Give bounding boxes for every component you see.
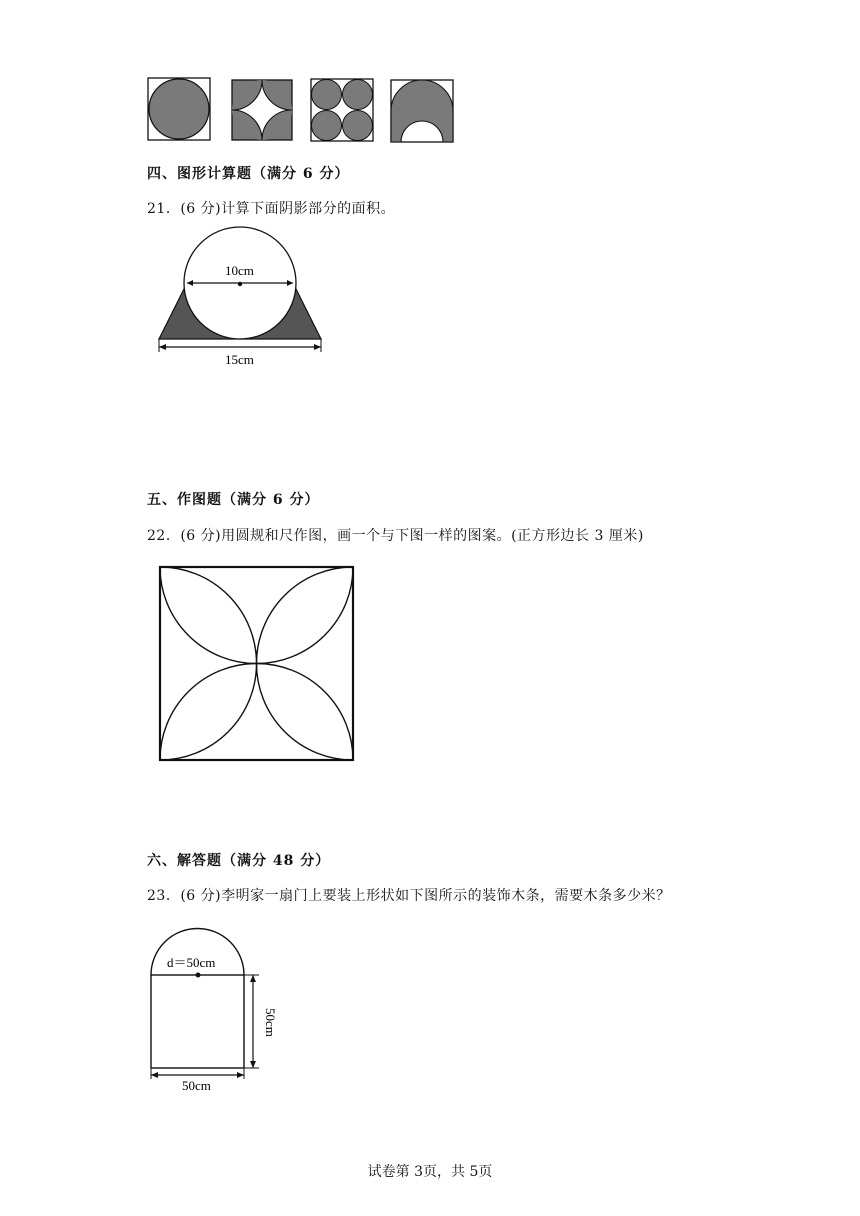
question-21: 21．(6 分)计算下面阴影部分的面积。 xyxy=(147,201,396,217)
arch-diameter-label: d＝50cm xyxy=(167,955,216,970)
square-with-corner-quarter-circles xyxy=(232,80,292,140)
square-with-inscribed-circle xyxy=(148,78,210,140)
section-heading-5: 五、作图题（满分 6 分） xyxy=(147,492,320,508)
page-footer: 试卷第 3页，共 5页 xyxy=(367,1164,493,1180)
door-decoration-figure xyxy=(145,925,278,1095)
square-with-semicircle-arch xyxy=(391,80,453,142)
square-with-four-circles xyxy=(311,79,373,141)
diameter-label: 10cm xyxy=(225,263,254,278)
section-heading-6: 六、解答题（满分 48 分） xyxy=(147,853,331,869)
question-22: 22．(6 分)用圆规和尺作图，画一个与下图一样的图案。(正方形边长 3 厘米) xyxy=(147,528,644,544)
center-dot xyxy=(238,282,242,286)
trapezoid-circle-figure xyxy=(155,225,330,370)
question-23: 23．(6 分)李明家一扇门上要装上形状如下图所示的装饰木条，需要木条多少米？ xyxy=(147,888,671,904)
section-heading-4: 四、图形计算题（满分 6 分） xyxy=(147,166,350,182)
base-label: 15cm xyxy=(225,352,254,367)
shaded-squares-figure xyxy=(145,75,465,145)
width-label: 50cm xyxy=(182,1078,211,1093)
center-dot xyxy=(196,973,201,978)
four-petal-pattern-figure xyxy=(155,562,360,767)
height-label: 50cm xyxy=(263,1008,278,1037)
